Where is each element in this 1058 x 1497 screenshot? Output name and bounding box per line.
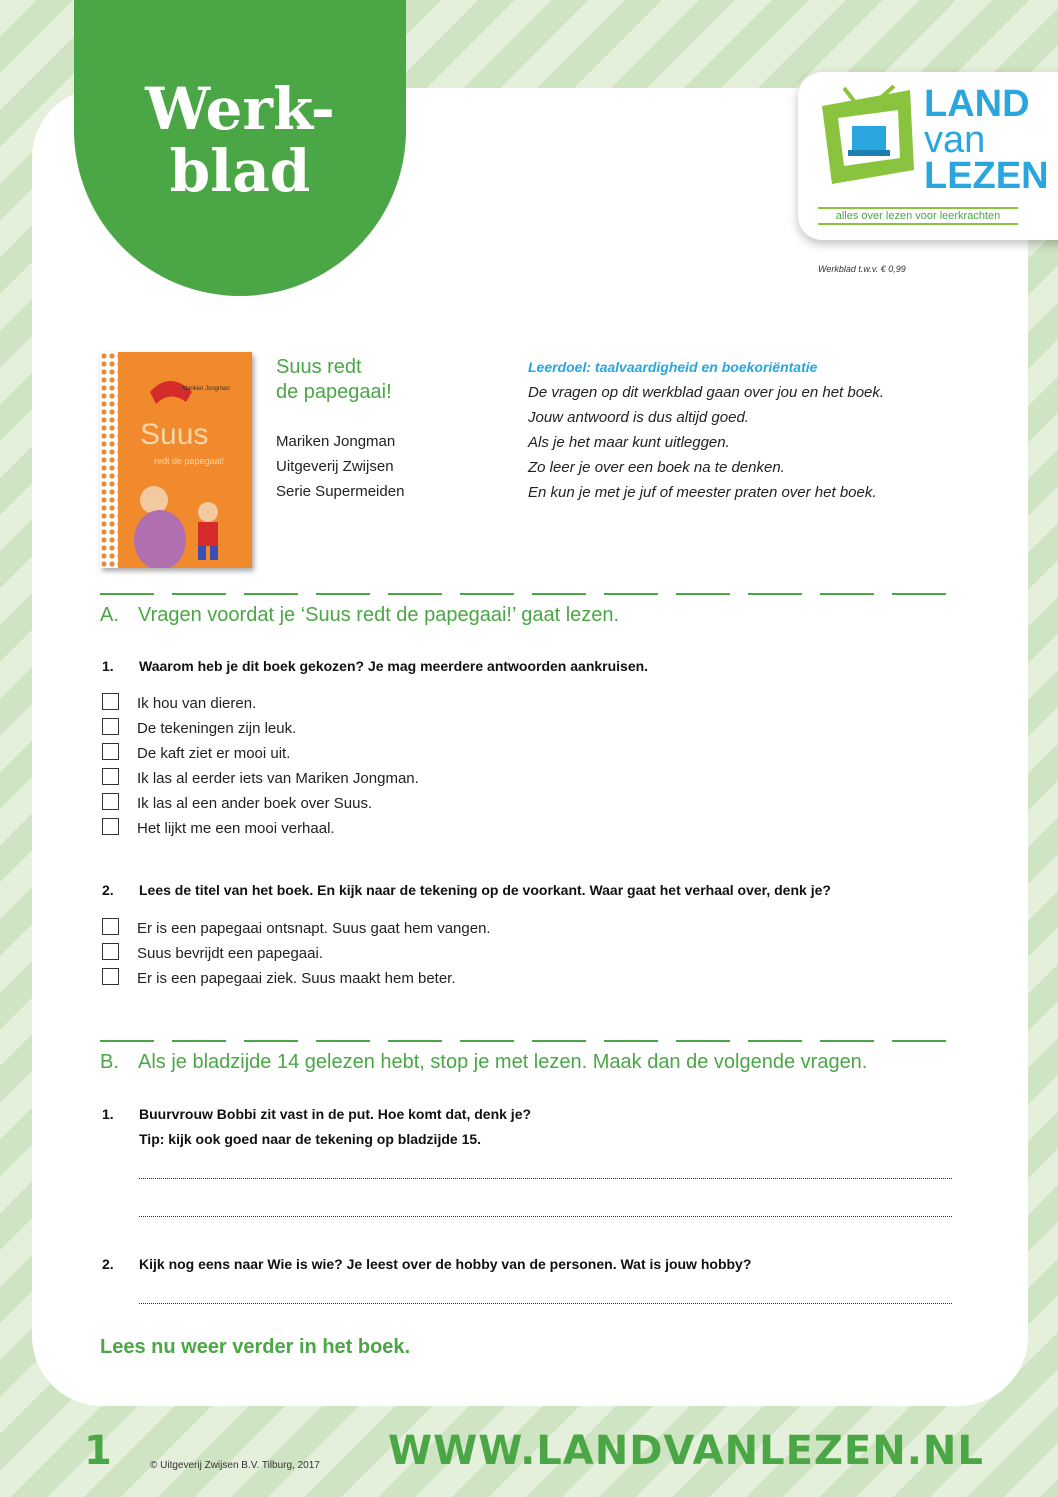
learning-goal-heading: Leerdoel: taalvaardigheid en boekoriëntatie [528, 359, 818, 375]
checkbox[interactable] [102, 743, 119, 760]
answer-option[interactable] [102, 743, 290, 762]
logo-land: LAND [924, 83, 1030, 125]
cover-subtitle: redt de papegaai! [154, 456, 225, 466]
tv-logo-icon [818, 84, 918, 194]
werkblad-title [74, 75, 406, 205]
cover-title: Suus [140, 418, 209, 451]
badge-line-1: Werk- [145, 75, 335, 143]
option-label: Het lijkt me een mooi verhaal. [137, 820, 335, 837]
logo-lezen: LEZEN [924, 155, 1049, 197]
book-title-line-2: de papegaai! [276, 381, 392, 403]
answer-option[interactable] [102, 918, 491, 937]
question-text: Waarom heb je dit boek gekozen? Je mag meerdere antwoorden aankruisen. [139, 658, 649, 674]
section-b-heading [100, 1051, 867, 1074]
goal-line: Als je het maar kunt uitleggen. [528, 434, 730, 451]
question-number: 1. [102, 658, 114, 674]
section-divider [100, 593, 958, 595]
section-letter: B. [100, 1051, 119, 1073]
goal-line: Zo leer je over een boek na te denken. [528, 459, 785, 476]
section-title: Als je bladzijde 14 gelezen hebt, stop je met lezen. Maak dan de volgende vragen. [138, 1051, 868, 1073]
copyright: © Uitgeverij Zwijsen B.V. Tilburg, 2017 [150, 1460, 320, 1471]
book-title [276, 355, 392, 405]
checkbox[interactable] [102, 718, 119, 735]
answer-option[interactable] [102, 718, 296, 737]
section-a-heading [100, 604, 619, 627]
closing-instruction: Lees nu weer verder in het boek. [100, 1336, 411, 1358]
page-number: 1 [84, 1428, 112, 1474]
answer-line[interactable] [139, 1178, 952, 1179]
option-label: Er is een papegaai ontsnapt. Suus gaat hem vangen. [137, 920, 491, 937]
checkbox[interactable] [102, 768, 119, 785]
goal-line: De vragen op dit werkblad gaan over jou en het boek. [528, 384, 885, 401]
option-label: De tekeningen zijn leuk. [137, 720, 297, 737]
question-text: Kijk nog eens naar Wie is wie? Je leest over de hobby van de personen. Wat is jouw hobby? [139, 1256, 752, 1272]
question-number: 2. [102, 1256, 114, 1272]
section-title: Vragen voordat je ‘Suus redt de papegaai!’ gaat lezen. [138, 604, 620, 626]
option-label: Suus bevrijdt een papegaai. [137, 945, 323, 962]
book-author: Mariken Jongman [276, 433, 396, 450]
book-cover-image [100, 352, 252, 568]
checkbox[interactable] [102, 793, 119, 810]
option-label: Ik hou van dieren. [137, 695, 257, 712]
answer-line[interactable] [139, 1303, 952, 1304]
badge-line-2: blad [169, 137, 311, 205]
section-divider [100, 1040, 958, 1042]
cover-author: Mariken Jongman [182, 386, 230, 392]
website-link[interactable]: WWW.LANDVANLEZEN.NL [388, 1428, 984, 1474]
section-letter: A. [100, 604, 119, 626]
book-series: Serie Supermeiden [276, 483, 405, 500]
question-number: 1. [102, 1106, 114, 1122]
option-label: Ik las al eerder iets van Mariken Jongman. [137, 770, 419, 787]
logo-tagline: alles over lezen voor leerkrachten [818, 207, 1018, 225]
question-number: 2. [102, 882, 114, 898]
book-title-line-1: Suus redt [276, 356, 362, 378]
option-label: De kaft ziet er mooi uit. [137, 745, 291, 762]
logo-van: van [924, 119, 986, 161]
checkbox[interactable] [102, 968, 119, 985]
answer-option[interactable] [102, 818, 335, 837]
answer-option[interactable] [102, 768, 419, 787]
answer-option[interactable] [102, 968, 456, 987]
checkbox[interactable] [102, 943, 119, 960]
checkbox[interactable] [102, 693, 119, 710]
checkbox[interactable] [102, 918, 119, 935]
book-publisher: Uitgeverij Zwijsen [276, 458, 394, 475]
question-tip: Tip: kijk ook goed naar de tekening op bladzijde 15. [139, 1131, 482, 1147]
answer-option[interactable] [102, 693, 256, 712]
option-label: Er is een papegaai ziek. Suus maakt hem beter. [137, 970, 456, 987]
price-label: Werkblad t.w.v. € 0,99 [818, 264, 906, 274]
answer-option[interactable] [102, 943, 323, 962]
answer-line[interactable] [139, 1216, 952, 1217]
question-text: Buurvrouw Bobbi zit vast in de put. Hoe komt dat, denk je? [139, 1106, 532, 1122]
goal-line: En kun je met je juf of meester praten over het boek. [528, 484, 877, 501]
checkbox[interactable] [102, 818, 119, 835]
answer-option[interactable] [102, 793, 372, 812]
question-text: Lees de titel van het boek. En kijk naar de tekening op de voorkant. Waar gaat het verhaal over, denk je? [139, 882, 831, 898]
goal-line: Jouw antwoord is dus altijd goed. [528, 409, 749, 426]
option-label: Ik las al een ander boek over Suus. [137, 795, 373, 812]
